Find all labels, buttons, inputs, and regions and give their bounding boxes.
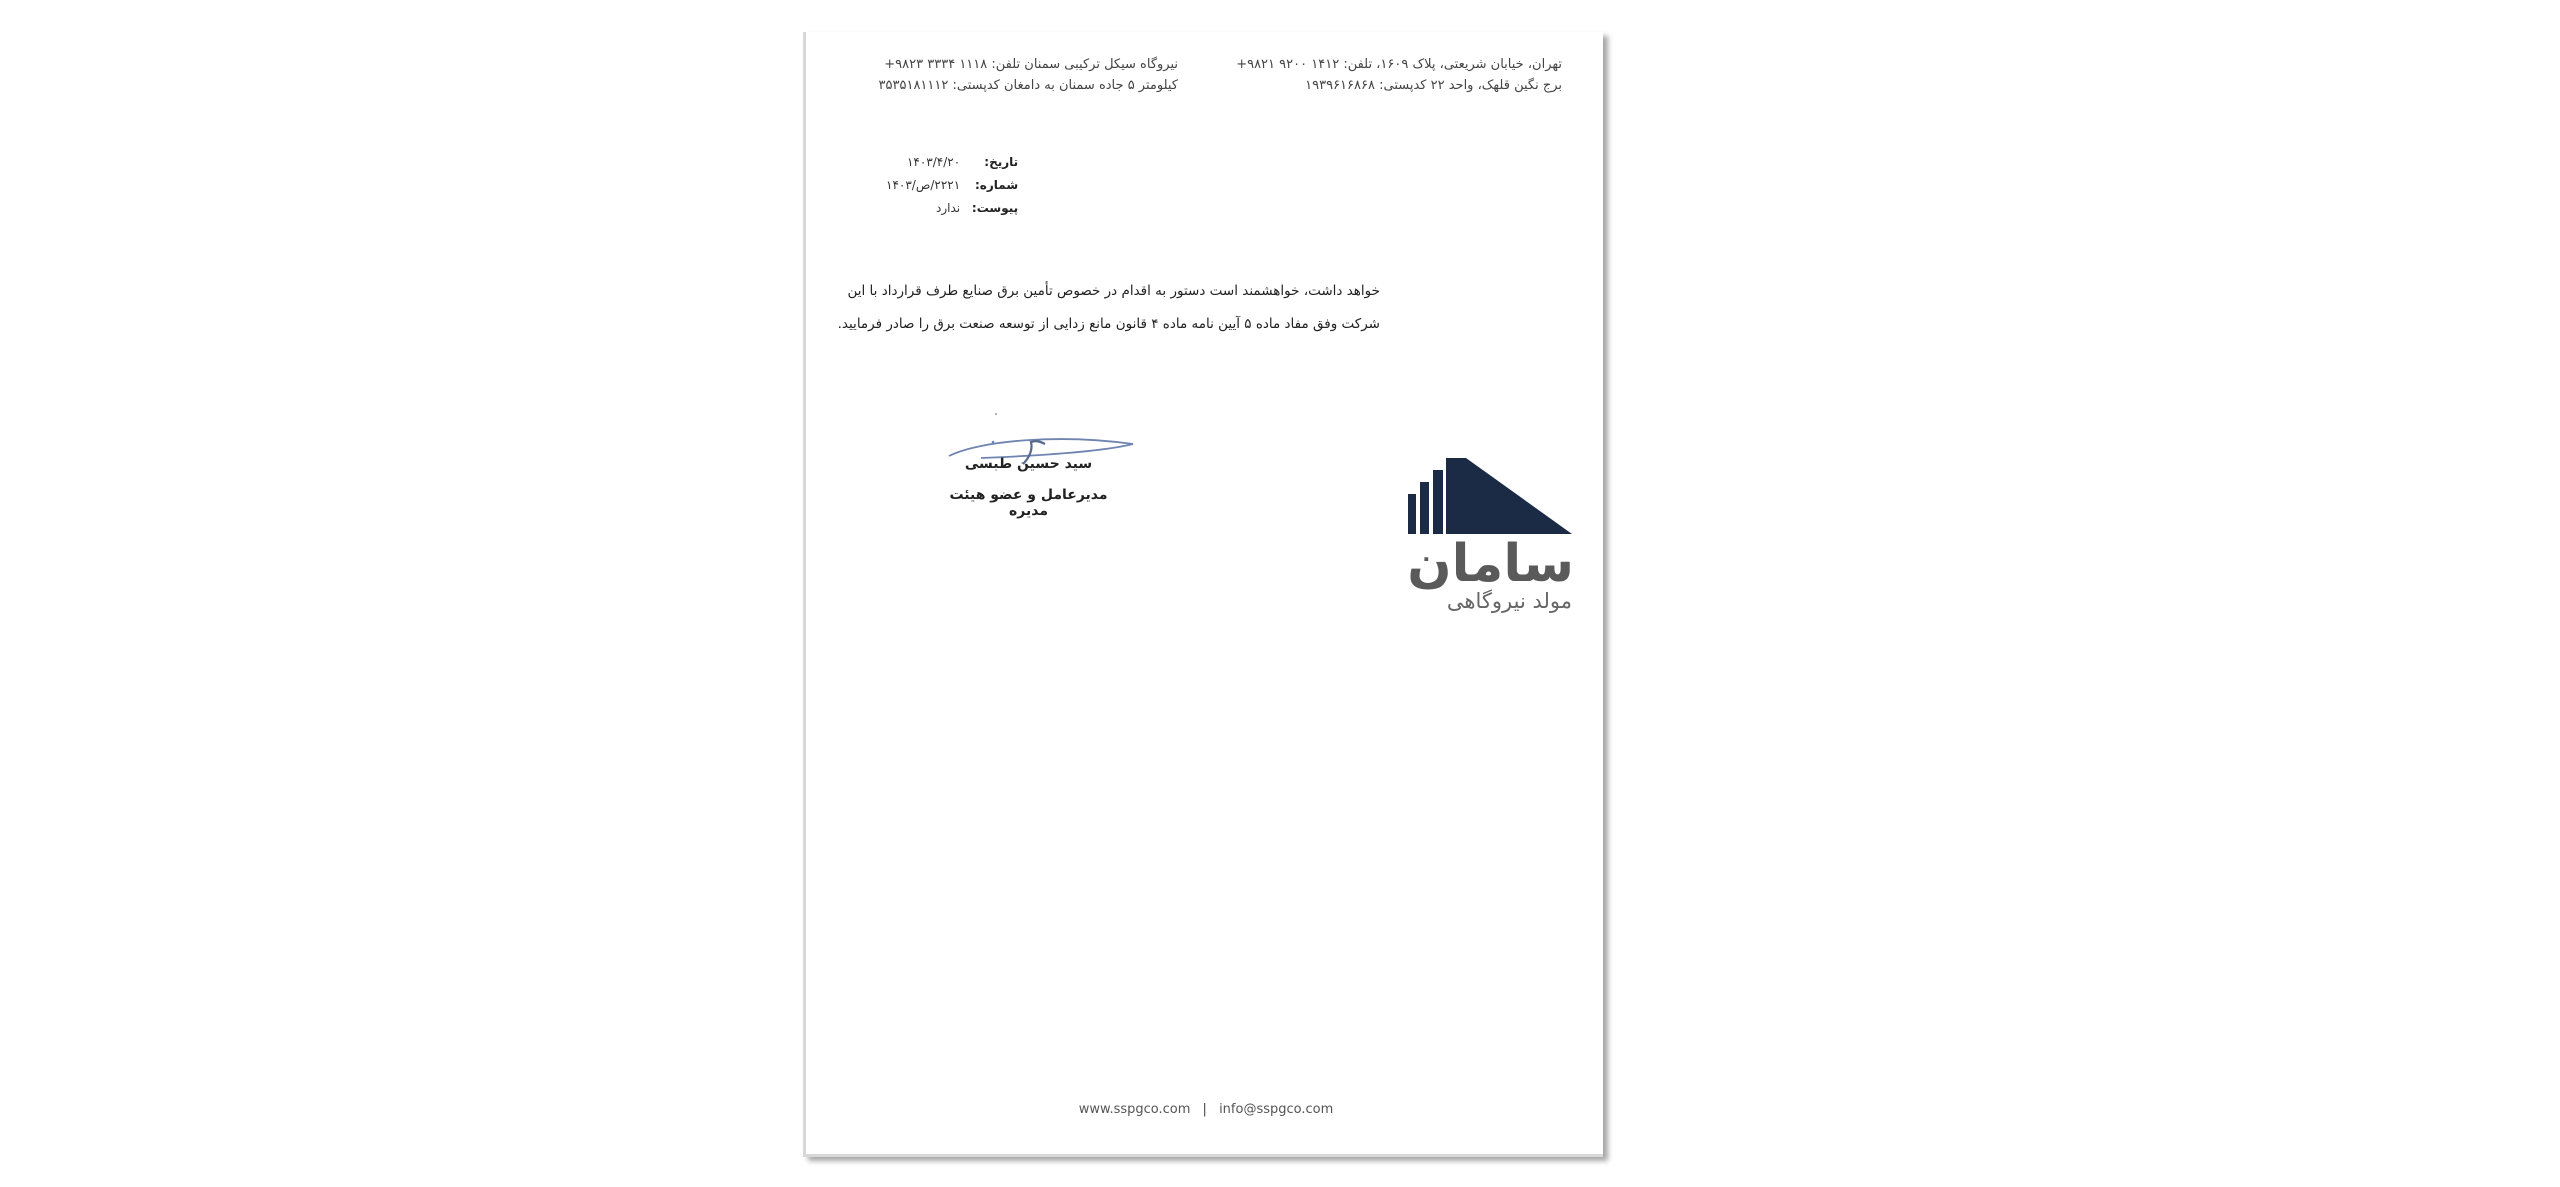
footer-separator: | [1202,1102,1207,1117]
attachment-label: پیوست: [971,201,1019,215]
footer-website[interactable]: www.sspgco.com [1078,1102,1191,1117]
attachment-value: ندارد [936,201,961,215]
body-line-2: شرکت وفق مفاد ماده ۵ آیین نامه ماده ۴ قانون مانع زدایی از توسعه صنعت برق را صادر فرمایید. [837,316,1380,332]
header-plant-address [879,54,1178,96]
header-plant-line2: کیلومتر ۵ جاده سمنان به دامغان کدپستی: ۳۵۳۵۱۸۱۱۱۲ [878,78,1178,93]
number-value: ۲۲۲۱/ص/۱۴۰۳ [886,178,961,192]
letter-footer [806,1102,1603,1117]
meta-number [886,174,1018,197]
signatory-name: سید حسین طبسی [964,456,1093,472]
date-label: تاریخ: [984,155,1019,169]
logo-name: سامان [1407,534,1574,594]
meta-date [886,151,1018,174]
meta-attachment [886,197,1018,220]
header-tehran-line1: تهران، خیابان شریعتی، پلاک ۱۶۰۹، تلفن: ۱۴۱۲ ۹۲۰۰ ۹۸۲۱+ [1236,57,1562,72]
signatory-title: مدیرعامل و عضو هیئت مدیره [949,487,1108,519]
body-line-1: خواهد داشت، خواهشمند است دستور به اقدام در خصوص تأمین برق صنایع طرف قرارداد با این [847,283,1380,299]
logo-subtitle: مولد نیروگاهی [1446,589,1572,613]
letter-meta [886,151,1018,220]
date-value: ۱۴۰۳/۴/۲۰ [906,155,961,169]
header-tehran-address [1236,54,1562,96]
footer-email[interactable]: info@sspgco.com [1219,1102,1334,1117]
letter-page [803,32,1603,1157]
number-label: شماره: [975,178,1019,192]
header-plant-line1: نیروگاه سیکل ترکیبی سمنان تلفن: ۱۱۱۸ ۳۳۳۴ ۹۸۲۳+ [884,57,1178,72]
letter-body [820,275,1380,341]
header-tehran-line2: برج نگین قلهک، واحد ۲۲ کدپستی: ۱۹۳۹۶۱۶۸۶۸ [1305,78,1562,93]
